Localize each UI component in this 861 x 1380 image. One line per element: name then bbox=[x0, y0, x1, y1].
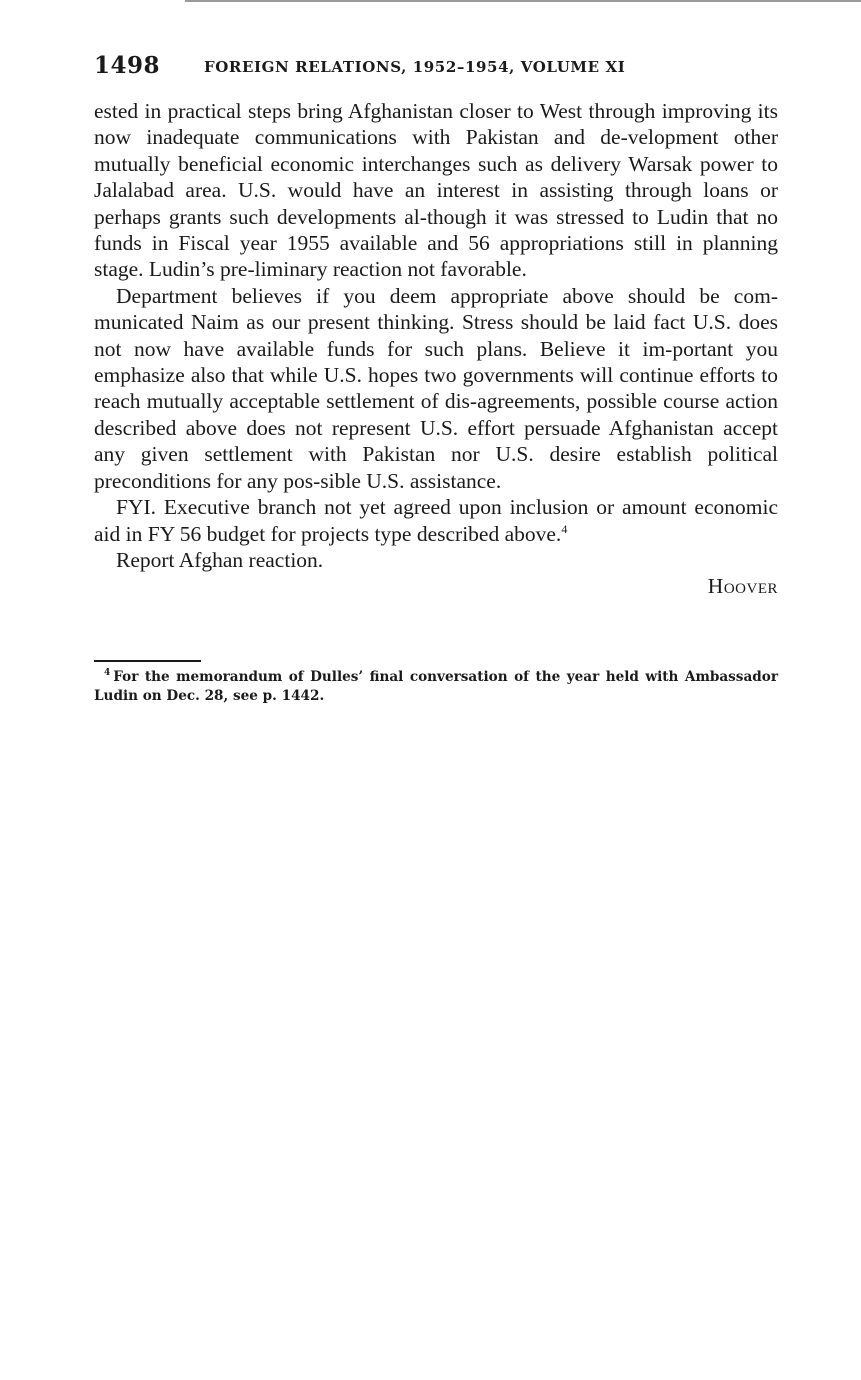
running-head bbox=[94, 52, 784, 82]
paragraph-fyi bbox=[94, 494, 778, 547]
document-body bbox=[94, 98, 778, 600]
paragraph-fyi-text: FYI. Executive branch not yet agreed upon inclusion or amount economic aid in FY 56 budget for projects type described above. bbox=[94, 495, 778, 546]
footnote-marker: 4 bbox=[104, 668, 111, 679]
signature: Hoover bbox=[707, 574, 778, 599]
footnote-text: For the memorandum of Dulles’ final conversation of the year held with Ambassador Ludin on Dec. 28, see p. 1442. bbox=[94, 669, 778, 704]
footnote bbox=[94, 668, 778, 706]
running-title: FOREIGN RELATIONS, 1952–1954, VOLUME XI bbox=[204, 58, 626, 76]
page-number: 1498 bbox=[94, 52, 161, 79]
top-edge-rule bbox=[185, 0, 861, 2]
paragraph-report: Report Afghan reaction. bbox=[116, 547, 324, 572]
paragraph-department: Department believes if you deem appropriate above should be com-municated Naim as our present thinking. Stress should be laid fact U.S. does not now have available funds for such plans. Believe it im-portant you emphasize also that while U.S. hopes two governments will continue efforts to reach mutually acceptable settlement of dis-agreements, possible course action described above does not represent U.S. effort persuade Afghanistan accept any given settlement with Pakistan nor U.S. desire establish political preconditions for any pos-sible U.S. assistance. bbox=[94, 283, 778, 493]
footnote-reference: 4 bbox=[561, 521, 568, 536]
footnote-divider bbox=[94, 660, 201, 662]
paragraph-continued: ested in practical steps bring Afghanistan closer to West through improving its now inadequate communications with Pakistan and de-velopment other mutually beneficial economic interchanges such as delivery Warsak power to Jalalabad area. U.S. would have an interest in assisting through loans or perhaps grants such developments al-though it was stressed to Ludin that no funds in Fiscal year 1955 available and 56 appropriations still in planning stage. Ludin’s pre-liminary reaction not favorable. bbox=[94, 99, 778, 282]
